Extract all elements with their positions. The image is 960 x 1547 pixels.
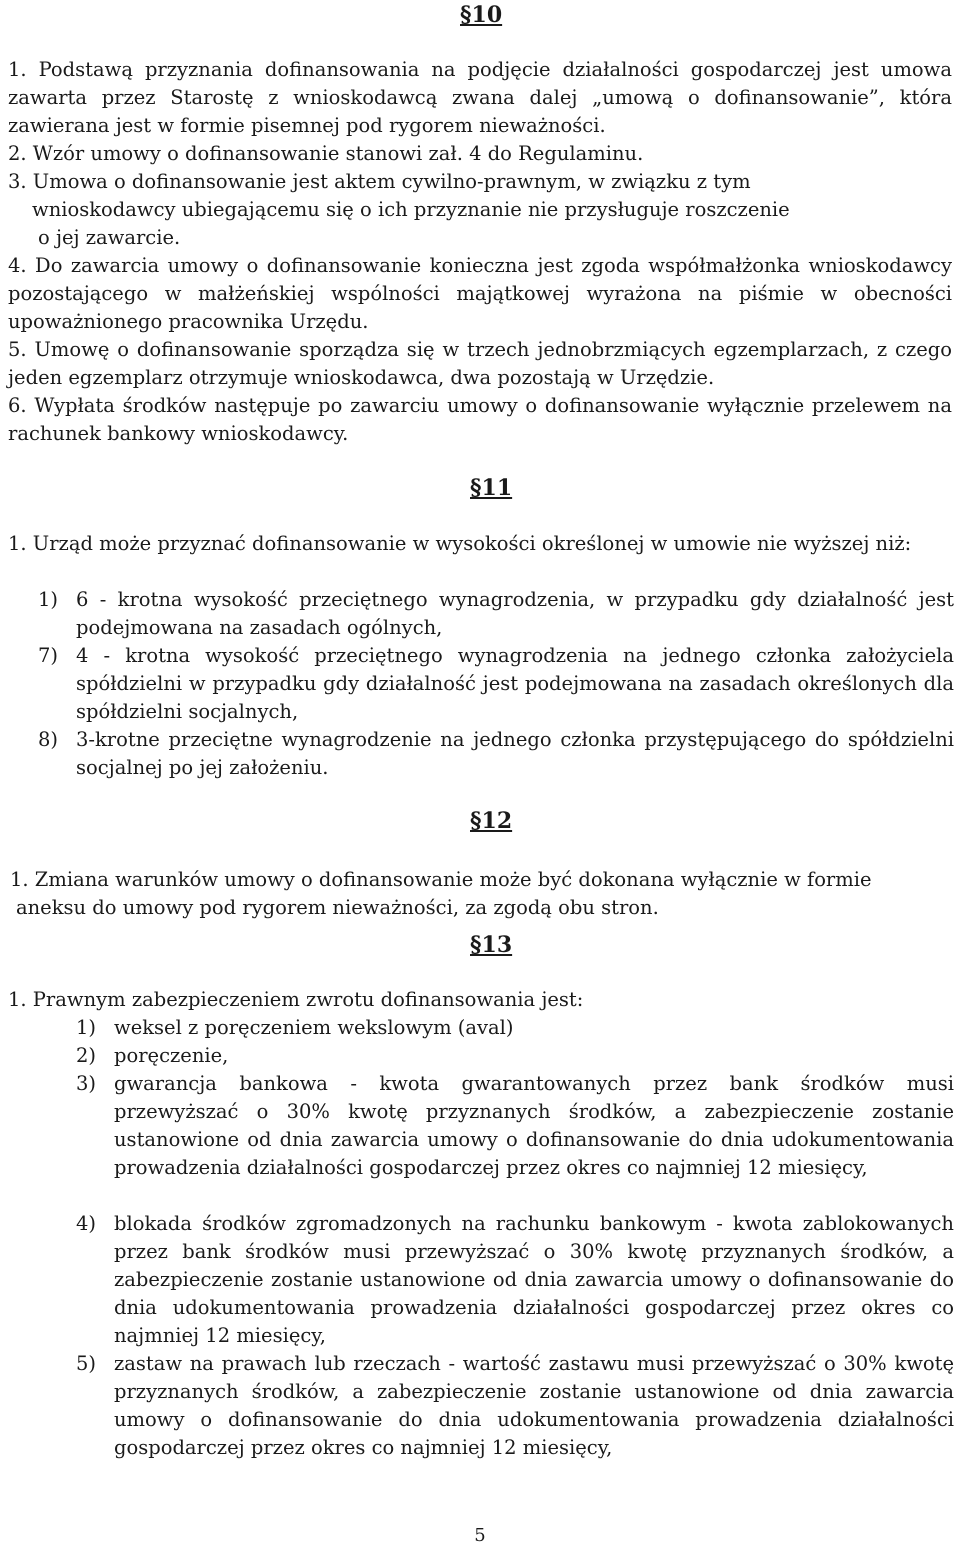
s12-paragraph-1-line-2: aneksu do umowy pod rygorem nieważności, za zgodą obu stron. — [16, 896, 659, 919]
s10-paragraph-2: 2. Wzór umowy o dofinansowanie stanowi zał. 4 do Regulaminu. — [8, 142, 644, 165]
s10-paragraph-3-line-1: 3. Umowa o dofinansowanie jest aktem cywilno-prawnym, w związku z tym — [8, 170, 751, 193]
s10-paragraph-5: 5. Umowę o dofinansowanie sporządza się w trzech jednobrzmiących egzemplarzach, z czego jeden egzemplarz otrzymuje wnioskodawca, dwa pozostają w Urzędzie. — [8, 338, 952, 389]
s11-list-item — [38, 642, 954, 726]
s13-item-text: gwarancja bankowa - kwota gwarantowanych przez bank środków musi przewyższać o 30% kwotę przyznanych środków, a zabezpieczenie zostanie ustanowione od dnia zawarcia umowy o dofinansowanie do dnia udokumentowania prowadzenia działalności gospodarczej przez okres co najmniej 12 miesięcy, — [114, 1072, 954, 1179]
s13-list-item — [76, 1070, 954, 1182]
s13-list-item — [76, 1350, 954, 1462]
s13-item-text: zastaw na prawach lub rzeczach - wartość zastawu musi przewyższać o 30% kwotę przyznanych środków, a zabezpieczenie zostanie ustanowione od dnia zawarcia umowy o dofinansowanie do dnia udokumentowania prowadzenia działalności gospodarczej przez okres co najmniej 12 miesięcy, — [114, 1352, 954, 1459]
s13-item-number: 4) — [76, 1212, 97, 1235]
s10-paragraph-3-line-3: o jej zawarcie. — [38, 226, 181, 249]
s11-item-number: 7) — [38, 644, 59, 667]
s13-list-item — [76, 1042, 954, 1070]
s12-paragraph-1: 1. Zmiana warunków umowy o dofinansowanie może być dokonana wyłącznie w formie — [10, 868, 872, 891]
s11-item-text: 3-krotne przeciętne wynagrodzenie na jednego członka przystępującego do spółdzielni socjalnej po jej założeniu. — [76, 728, 954, 779]
s13-list-item — [76, 1014, 954, 1042]
s10-paragraph-3-line-2: wnioskodawcy ubiegającemu się o ich przyznanie nie przysługuje roszczenie — [32, 198, 790, 221]
s10-paragraph-1: 1. Podstawą przyznania dofinansowania na podjęcie działalności gospodarczej jest umowa zawarta przez Starostę z wnioskodawcą zwana dalej „umową o dofinansowanie”, która zawierana jest w formie pisemnej pod rygorem nieważności. — [8, 58, 952, 137]
section-11-title: §11 — [470, 475, 513, 501]
s11-item-text: 6 - krotna wysokość przeciętnego wynagrodzenia, w przypadku gdy działalność jest podejmowana na zasadach ogólnych, — [76, 588, 954, 639]
section-10-title: §10 — [460, 2, 503, 28]
s13-item-number: 2) — [76, 1044, 97, 1067]
s10-paragraph-6: 6. Wypłata środków następuje po zawarciu umowy o dofinansowanie wyłącznie przelewem na rachunek bankowy wnioskodawcy. — [8, 394, 952, 445]
s11-list-item — [38, 586, 954, 642]
s11-intro: 1. Urząd może przyznać dofinansowanie w wysokości określonej w umowie nie wyższej niż: — [8, 532, 912, 555]
section-12-title: §12 — [470, 808, 513, 834]
s13-item-number: 3) — [76, 1072, 97, 1095]
s13-item-text: weksel z poręczeniem wekslowym (aval) — [114, 1016, 514, 1039]
s13-item-text: blokada środków zgromadzonych na rachunku bankowym - kwota zablokowanych przez bank środków musi przewyższać o 30% kwotę przyznanych środków, a zabezpieczenie zostanie ustanowione od dnia zawarcia umowy o dofinansowanie do dnia udokumentowania prowadzenia działalności gospodarczej przez okres co najmniej 12 miesięcy, — [114, 1212, 954, 1347]
s10-paragraph-4: 4. Do zawarcia umowy o dofinansowanie konieczna jest zgoda współmałżonka wnioskodawcy pozostającego w małżeńskiej wspólności majątkowej wyrażona na piśmie w obecności upoważnionego pracownika Urzędu. — [8, 254, 952, 333]
s13-item-text: poręczenie, — [114, 1044, 229, 1067]
s13-intro: 1. Prawnym zabezpieczeniem zwrotu dofinansowania jest: — [8, 988, 584, 1011]
s13-item-number: 1) — [76, 1016, 97, 1039]
s11-list-item — [38, 726, 954, 782]
section-13-title: §13 — [470, 932, 513, 958]
s11-item-number: 8) — [38, 728, 59, 751]
s11-item-number: 1) — [38, 588, 59, 611]
s13-item-number: 5) — [76, 1352, 97, 1375]
s13-list-item — [76, 1210, 954, 1350]
page-number: 5 — [474, 1525, 486, 1546]
s11-item-text: 4 - krotna wysokość przeciętnego wynagrodzenia na jednego członka założyciela spółdzielni w przypadku gdy działalność jest podejmowana na zasadach określonych dla spółdzielni socjalnych, — [76, 644, 954, 723]
